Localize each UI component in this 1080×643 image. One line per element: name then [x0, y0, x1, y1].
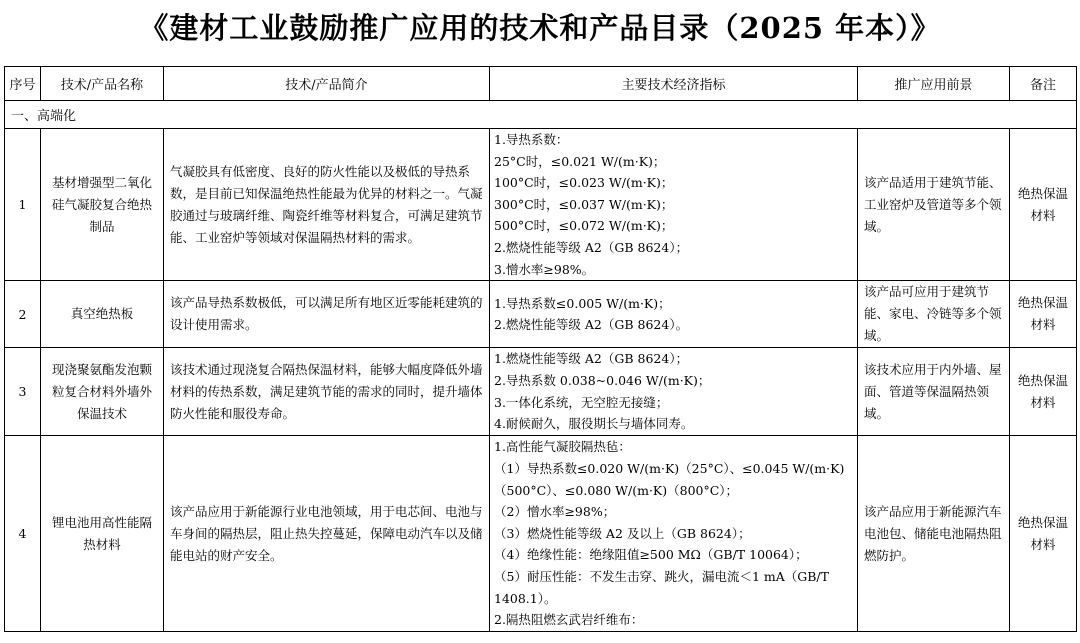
document-title: 《建材工业鼓励推广应用的技术和产品目录（2025 年本）》 — [139, 11, 941, 45]
indicator-line: （3）燃烧性能等级 A2 及以上（GB 8624）； — [494, 525, 751, 541]
indicator-line: 300°C时，≤0.037 W/(m·K)； — [494, 196, 674, 212]
indicator-line: 100°C时，≤0.023 W/(m·K)； — [494, 175, 674, 191]
indicator-line: 1.导热系数≤0.005 W/(m·K)； — [494, 295, 671, 311]
indicator-line: 1.燃烧性能等级 A2（GB 8624）； — [494, 351, 689, 367]
application-prospect: 该技术应用于内外墙、屋面、管道等保温隔热领域。 — [858, 348, 1010, 436]
indicator-line: （2）憎水率≥98%； — [494, 504, 616, 520]
table-row — [5, 436, 1077, 632]
col-header-intro: 技术/产品简介 — [164, 67, 490, 101]
section-title: 一、高端化 — [5, 101, 1077, 129]
remark: 绝热保温材料 — [1010, 281, 1077, 348]
indicator-line: 2.燃烧性能等级 A2（GB 8624）。 — [494, 317, 689, 333]
indicator-line: 500°C时，≤0.072 W/(m·K)； — [494, 218, 674, 234]
indicator-line: 2.导热系数 0.038~0.046 W/(m·K)； — [494, 373, 711, 389]
row-number: 4 — [5, 436, 41, 632]
indicator-line: 1.高性能气凝胶隔热毡： — [494, 439, 631, 455]
indicator-line: （4）绝缘性能：绝缘阻值≥500 MΩ（GB/T 10064）； — [494, 547, 808, 563]
col-header-remark: 备注 — [1010, 67, 1077, 101]
indicator-line: 2.燃烧性能等级 A2（GB 8624）； — [494, 239, 689, 255]
header-row — [5, 67, 1077, 101]
row-number: 2 — [5, 281, 41, 348]
indicator-line: （500°C）、≤0.080 W/(m·K)（800°C）； — [494, 482, 739, 498]
table-row — [5, 281, 1077, 348]
remark: 绝热保温材料 — [1010, 436, 1077, 632]
indicator-line: 3.一体化系统，无空腔无接缝； — [494, 394, 669, 410]
product-intro: 该技术通过现浇复合隔热保温材料，能够大幅度降低外墙材料的传热系数，满足建筑节能的需求的同时，提升墙体防火性能和服役寿命。 — [164, 348, 490, 436]
row-number: 1 — [5, 129, 41, 281]
indicator-line: 2.隔热阻燃玄武岩纤维布： — [494, 612, 644, 628]
col-header-num: 序号 — [5, 67, 41, 101]
product-name: 基材增强型二氧化硅气凝胶复合绝热制品 — [41, 129, 164, 281]
indicator-line: 25°C时，≤0.021 W/(m·K)； — [494, 153, 666, 169]
indicators-cell — [490, 348, 858, 436]
product-intro: 该产品导热系数极低，可以满足所有地区近零能耗建筑的设计使用需求。 — [164, 281, 490, 348]
col-header-prospect: 推广应用前景 — [858, 67, 1010, 101]
indicators-cell — [490, 129, 858, 281]
table-row — [5, 348, 1077, 436]
product-intro: 气凝胶具有低密度、良好的防火性能以及极低的导热系数，是目前已知保温绝热性能最为优异的材料之一。气凝胶通过与玻璃纤维、陶瓷纤维等材料复合，可满足建筑节能、工业窑炉等领域对保温隔热材料的需求。 — [164, 129, 490, 281]
indicator-line: 4.耐候耐久，服役期长与墙体同寿。 — [494, 416, 694, 432]
col-header-indicators: 主要技术经济指标 — [490, 67, 858, 101]
indicator-line: 3.憎水率≥98%。 — [494, 261, 595, 277]
indicators-cell — [490, 281, 858, 348]
indicator-line: （5）耐压性能：不发生击穿、跳火，漏电流＜1 mA（GB/T — [494, 569, 829, 585]
table-row — [5, 129, 1077, 281]
indicator-line: 1408.1）。 — [494, 590, 557, 606]
catalog-table — [4, 66, 1077, 632]
application-prospect: 该产品适用于建筑节能、工业窑炉及管道等多个领域。 — [858, 129, 1010, 281]
indicator-line: （1）导热系数≤0.020 W/(m·K)（25°C）、≤0.045 W/(m·K) — [494, 461, 845, 477]
col-header-name: 技术/产品名称 — [41, 67, 164, 101]
indicator-line: 1.导热系数： — [494, 132, 569, 147]
application-prospect: 该产品应用于新能源汽车电池包、储能电池隔热阻燃防护。 — [858, 436, 1010, 632]
remark: 绝热保温材料 — [1010, 129, 1077, 281]
remark: 绝热保温材料 — [1010, 348, 1077, 436]
product-name: 现浇聚氨酯发泡颗粒复合材料外墙外保温技术 — [41, 348, 164, 436]
product-name: 真空绝热板 — [41, 281, 164, 348]
product-intro: 该产品应用于新能源行业电池领域，用于电芯间、电池与车身间的隔热层，阻止热失控蔓延，保障电动汽车以及储能电站的财产安全。 — [164, 436, 490, 632]
section-row — [5, 101, 1077, 129]
application-prospect: 该产品可应用于建筑节能、家电、冷链等多个领域。 — [858, 281, 1010, 348]
product-name: 锂电池用高性能隔热材料 — [41, 436, 164, 632]
row-number: 3 — [5, 348, 41, 436]
indicators-cell — [490, 436, 858, 632]
